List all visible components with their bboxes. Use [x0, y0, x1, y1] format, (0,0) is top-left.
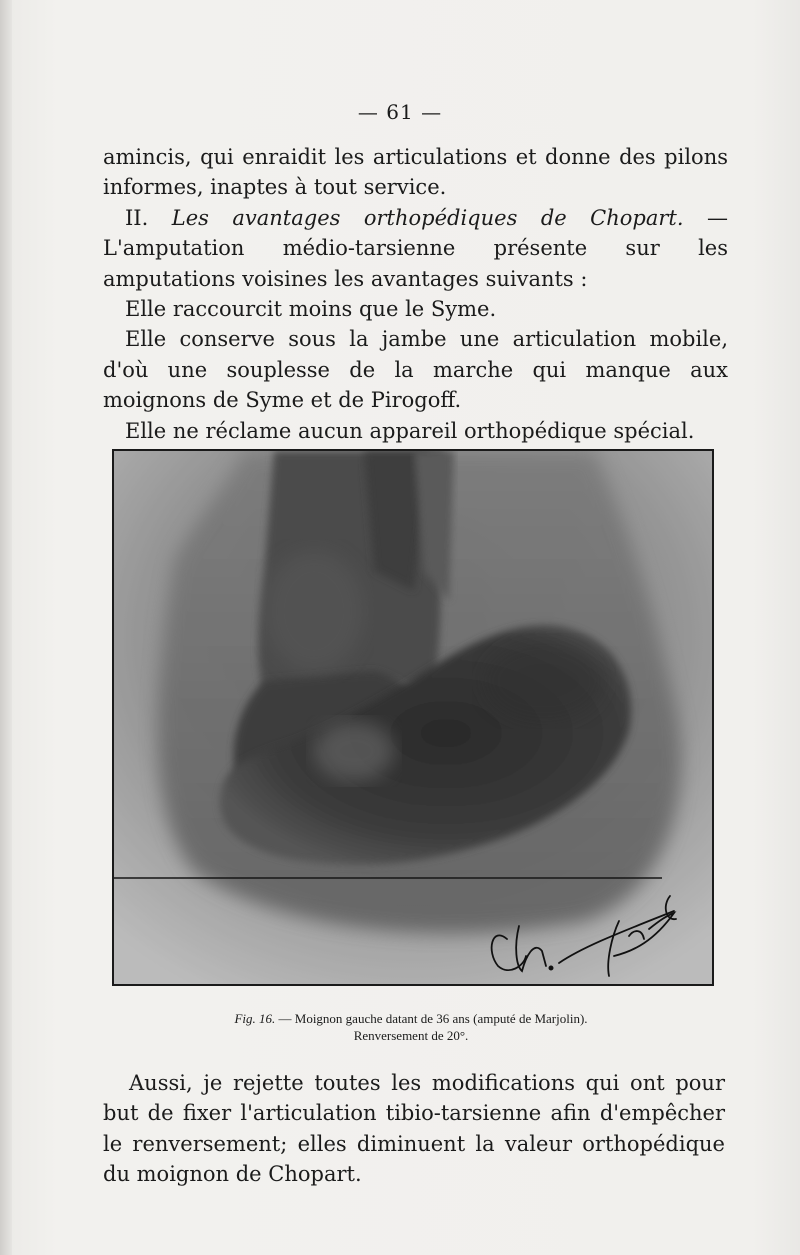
- body-text-bottom: [103, 1068, 725, 1190]
- advantage-item: Elle conserve sous la jambe une articulation mobile, d'où une souplesse de la marche qui manque aux moignons de Syme et de Pirogoff.: [103, 327, 728, 413]
- closing-paragraph: Aussi, je rejette toutes les modifications qui ont pour but de fixer l'articulation tibio-tarsienne afin d'empêcher le renversement; elles diminuent la valeur orthopédique du moignon de Chopart.: [103, 1071, 725, 1187]
- section-number: II.: [125, 205, 149, 230]
- section-intro: — L'amputation médio-tarsienne présente sur les amputations voisines les avantages suivants :: [103, 205, 728, 291]
- radiograph-image: [114, 451, 712, 984]
- caption-line-2: Renversement de 20°.: [353, 1028, 469, 1043]
- caption-line-1: [112, 1010, 710, 1027]
- advantage-item: Elle ne réclame aucun appareil orthopédique spécial.: [125, 418, 695, 443]
- caption-text: — Moignon gauche datant de 36 ans (amputé de Marjolin).: [278, 1011, 588, 1026]
- body-text-top: [103, 142, 728, 446]
- paragraph-continuation: amincis, qui enraidit les articulations et donne des pilons informes, inaptes à tout service.: [103, 145, 728, 200]
- caption-figure-label: Fig. 16.: [234, 1011, 276, 1026]
- page-number: — 61 —: [357, 100, 443, 124]
- figure-caption: [112, 1010, 710, 1044]
- section-title: Les avantages orthopédiques de Chopart.: [171, 205, 684, 230]
- advantage-item: Elle raccourcit moins que le Syme.: [125, 297, 497, 322]
- section-heading-paragraph: [103, 203, 728, 294]
- radiograph-figure: [112, 449, 714, 986]
- page-edge-shadow: [0, 0, 12, 1255]
